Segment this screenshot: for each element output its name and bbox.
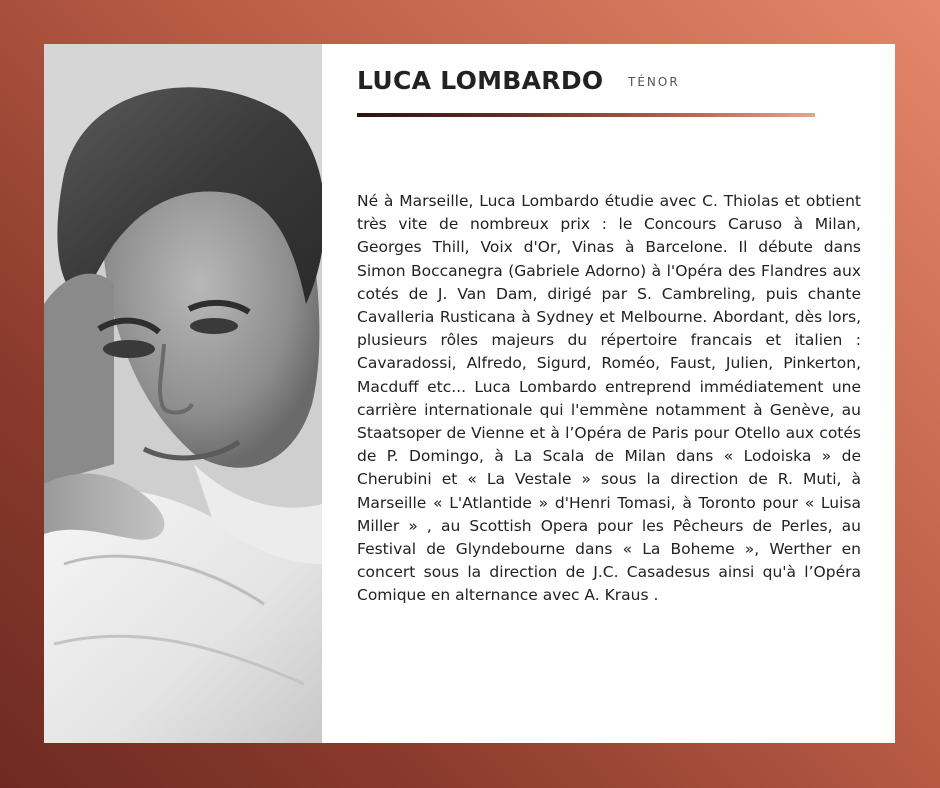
portrait-illustration (44, 44, 322, 743)
artist-name: LUCA LOMBARDO (357, 66, 604, 95)
title-underline (357, 113, 815, 117)
profile-card (44, 44, 895, 743)
biography-text: Né à Marseille, Luca Lombardo étudie avec C. Thiolas et obtient très vite de nombreux prix : le Concours Caruso à Milan, Georges Thill, Voix d'Or, Vinas à Barcelone. Il débute dans Simon Boccanegra (Gabriele Adorno) à l'Opéra des Flandres aux cotés de J. Van Dam, dirigé par S. Cambreling, puis chante Cavalleria Rusticana à Sydney et Melbourne. Abordant, dès lors, plusieurs rôles majeurs du répertoire francais et italien : Cavaradossi, Alfredo, Sigurd, Roméo, Faust, Julien, Pinkerton, Macduff etc... Luca Lombardo entreprend immédiatement une carrière internationale qui l'emmène notamment à Genève, au Staatsoper de Vienne et à l’Opéra de Paris pour Otello aux cotés de P. Domingo, à La Scala de Milan dans « Lodoiska » de Cherubini et « La Vestale » sous la direction de R. Muti, à Marseille « L'Atlantide » d'Henri Tomasi, à Toronto pour « Luisa Miller » , au Scottish Opera pour les Pêcheurs de Perles, au Festival de Glyndebourne dans « La Boheme », Werther en concert sous la direction de J.C. Casadesus ainsi qu'à l’Opéra Comique en alternance avec A. Kraus . (357, 192, 861, 605)
portrait-photo (44, 44, 322, 743)
artist-role: TÉNOR (628, 75, 680, 89)
header (357, 66, 875, 126)
